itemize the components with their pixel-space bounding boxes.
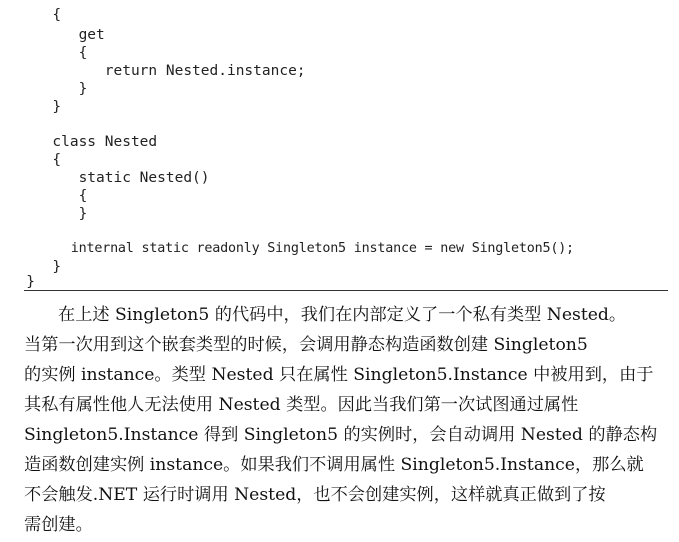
paragraph-line: 当第一次用到这个嵌套类型的时候，会调用静态构造函数创建 Singleton5 — [24, 335, 588, 355]
code-line: } — [0, 274, 35, 290]
code-line: static Nested() — [0, 170, 210, 186]
code-line: { — [0, 152, 62, 168]
paragraph-line: 不会触发.NET 运行时调用 Nested，也不会创建实例，这样就真正做到了按 — [24, 485, 606, 505]
paragraph-line: 需创建。 — [24, 515, 93, 535]
code-line: } — [0, 206, 88, 222]
paragraph-line: 的实例 instance。类型 Nested 只在属性 Singleton5.Instance 中被用到，由于 — [24, 365, 654, 385]
code-line: return Nested.instance; — [0, 63, 306, 79]
code-line: class Nested — [0, 134, 158, 150]
paragraph-line: 造函数创建实例 instance。如果我们不调用属性 Singleton5.Instance，那么就 — [24, 455, 644, 475]
paragraph-line: Singleton5.Instance 得到 Singleton5 的实例时，会自动调用 Nested 的静态构 — [24, 425, 658, 445]
paragraph-line: 在上述 Singleton5 的代码中，我们在内部定义了一个私有类型 Nested。 — [58, 305, 627, 325]
code-line: { — [0, 7, 62, 23]
code-line: } — [0, 81, 88, 97]
code-line: { — [0, 188, 88, 204]
paragraph-line: 其私有属性他人无法使用 Nested 类型。因此当我们第一次试图通过属性 — [24, 395, 579, 415]
code-line: get — [0, 27, 105, 43]
code-line: { — [0, 45, 88, 61]
code-divider — [24, 290, 668, 291]
code-line: } — [0, 259, 62, 275]
code-line: internal static readonly Singleton5 instance = new Singleton5(); — [0, 241, 574, 256]
code-line: } — [0, 99, 62, 115]
